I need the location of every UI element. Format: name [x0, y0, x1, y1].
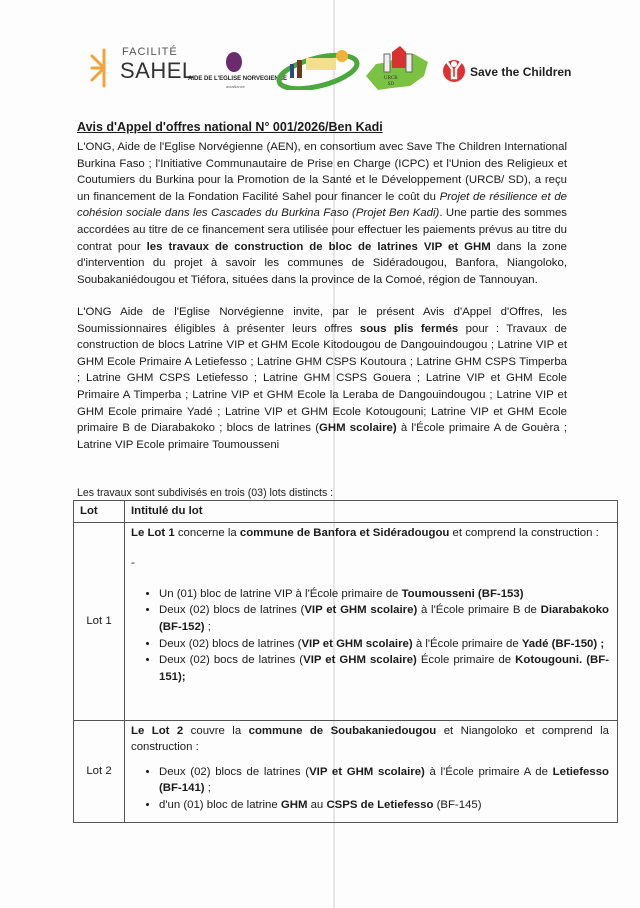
lots-intro: Les travaux sont subdivisés en trois (03) lots distincts : — [77, 487, 334, 499]
text-bold: commune de Banfora et Sidéradougou — [239, 526, 450, 539]
document-title: Avis d'Appel d'offres national N° 001/2026/Ben Kadi — [77, 120, 383, 134]
list-item: • Deux (02) blocs de latrines (VIP et GHM scolaire) à l'École primaire de Yadé (BF-150) ; — [159, 636, 609, 653]
header-title: Intitulé du lot — [125, 501, 618, 523]
aen-logo — [188, 52, 288, 98]
table-row — [74, 522, 618, 720]
text-run: concerne la — [174, 526, 240, 539]
works-description: les travaux de construction de bloc de latrines VIP et GHM — [146, 240, 491, 253]
text-bold: Le Lot 2 — [131, 724, 184, 737]
list-item: • Deux (02) blocs de latrines (VIP et GHM scolaire) à l'École primaire A de Letiefesso (BF-141) ; — [159, 764, 609, 797]
header-lot: Lot — [74, 501, 125, 523]
logo-text: SD — [387, 82, 395, 87]
text-run: couvre la — [183, 724, 249, 737]
text-run: L'ONG, Aide de l'Eglise Norvégienne (AEN), en consortium avec Save The Children International Burkina Faso ; l'Initiative Communautaire de Prise en Charge (ICPC) et l'Union des Religieux et Coutumiers du Burkina pour la Promotion de la Santé et le Développement (URCB/ SD), a reçu un financement de la Fondation Facilité Sahel pour financer le coût du — [77, 141, 567, 203]
table-header-row — [74, 501, 618, 523]
facilite-sahel-logo — [88, 44, 195, 92]
text-bold: GHM scolaire) — [319, 422, 397, 435]
text-bold: sous plis fermés — [359, 322, 459, 335]
aen-emblem-icon — [226, 52, 242, 72]
partner-logos — [80, 40, 570, 110]
lot-lead — [131, 723, 609, 756]
logo-text: URCB — [384, 76, 398, 81]
text-run: et Niangoloko et comprend la construction : — [131, 724, 609, 754]
icpc-emblem-icon — [276, 46, 360, 90]
urcb-logo — [362, 46, 432, 94]
save-the-children-icon — [442, 56, 466, 84]
list-item: • Un (01) bloc de latrine VIP à l'École primaire de Toumousseni (BF-153) — [159, 586, 609, 603]
lot-description — [125, 720, 618, 822]
logo-text: AIDE DE L'EGLISE NORVEGIENNE — [188, 76, 287, 82]
logo-text: SAHEL — [120, 58, 195, 83]
text-run: . Une partie des sommes accordées au titre de ce financement sera utilisée pour effectuer les paiements prévus au titre du contrat pour — [77, 207, 567, 253]
logo-text: FACILITÉ — [122, 46, 178, 58]
urcb-text — [384, 76, 398, 88]
lot-items — [131, 586, 609, 686]
lot-lead — [131, 525, 609, 542]
text-run: et comprend la construction : — [449, 526, 599, 539]
lot-label: Lot 1 — [74, 522, 125, 720]
text-run: à l'École primaire A de Gouèra ; Latrine VIP Ecole primaire Toumousseni — [77, 422, 568, 451]
text-bold: commune de Soubakaniedougou — [248, 724, 437, 737]
list-item: • Deux (02) bocs de latrines (VIP et GHM scolaire) École primaire de Kotougouni. (BF-151); — [159, 652, 609, 685]
logo-subtext: actalliance — [226, 84, 245, 89]
text-run: pour : Travaux de construction de blocs Latrine VIP et GHM Ecole Kitodougou de Dangouindougou ; Latrine VIP et GHM Ecole Primaire A Letiefesso ; Latrine GHM CSPS Koutoura ; Latrine GHM CSPS Timperba ; Latrine GHM CSPS Letiefesso ; Latrine GHM CSPS Gouera ; Latrine VIP et GHM Ecole Primaire A Timperba ; Latrine VIP et GHM Ecole la Leraba de Dangouindougou ; Latrine VIP et GHM Ecole primaire Yadé ; Latrine VIP et GHM Ecole Kotougouni; Latrine VIP et GHM Ecole primaire B de Diarabakoko ; blocs de latrines ( — [77, 322, 567, 435]
list-item: • d'un (01) bloc de latrine GHM au CSPS de Letiefesso (BF-145) — [159, 797, 609, 814]
text-run: L'ONG Aide de l'Eglise Norvégienne invite, par le présent Avis d'Appel d'Offres, les Soumissionnaires éligibles à présenter leurs offres — [77, 306, 567, 335]
text-run: dans la zone d'intervention du projet à savoir les communes de Sidéradougou, Banfora, Niangoloko, Soubakaniédougou et Tiéfora, situées dans la province de la Comoé, région de Tannouyan. — [77, 240, 568, 286]
lot-label: Lot 2 — [74, 720, 125, 822]
lot-items — [131, 764, 609, 814]
lots-table — [73, 500, 618, 823]
text-bold: Le Lot 1 — [131, 526, 175, 539]
sun-rays-icon — [90, 48, 114, 88]
paragraph-invitation — [77, 304, 567, 453]
table-row — [74, 720, 618, 822]
icpc-logo — [276, 46, 360, 90]
dash: - — [131, 557, 135, 570]
lot-description — [125, 522, 618, 720]
logo-text: Save the Children — [470, 65, 572, 79]
project-name: Projet de résilience et de cohésion sociale dans les Cascades du Burkina Faso (Projet Ben Kadi) — [77, 190, 567, 220]
save-the-children-logo — [442, 56, 572, 88]
list-item: • Deux (02) blocs de latrines (VIP et GHM scolaire) à l'École primaire B de Diarabakoko (BF-152) ; — [159, 602, 609, 635]
paragraph-funding — [77, 139, 567, 288]
